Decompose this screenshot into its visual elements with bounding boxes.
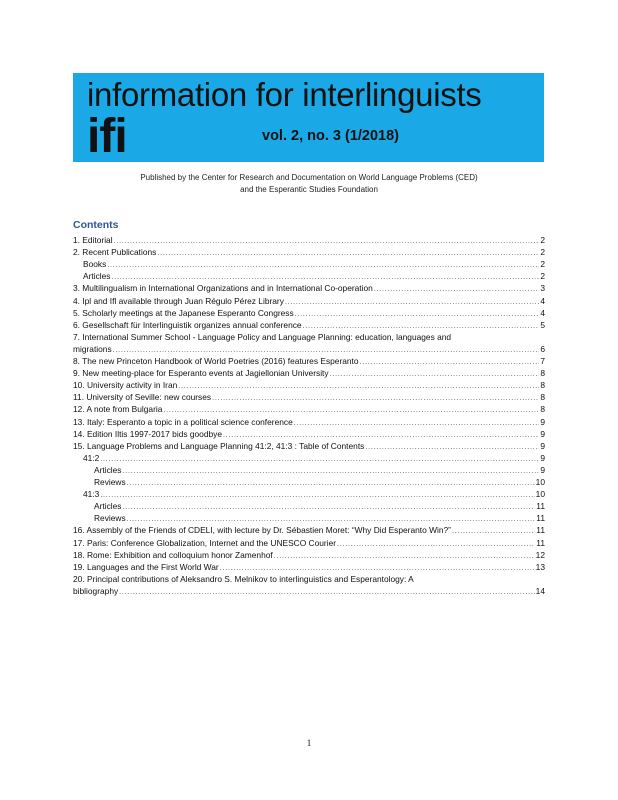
masthead-banner: [73, 73, 544, 162]
toc-page-number: 7: [540, 356, 545, 366]
toc-page-number: 2: [540, 259, 545, 270]
toc-entry-title: 18. Rome: Exhibition and colloquium honor Zamenhof: [73, 549, 273, 560]
toc-page-number: 11: [536, 513, 545, 524]
toc-entry[interactable]: [73, 379, 545, 391]
toc-entry[interactable]: [73, 537, 545, 549]
toc-entry-title: 4. Ipl and Ifl available through Juan Régulo Pérez Library: [73, 295, 284, 306]
toc-entry-title: 19. Languages and the First World War: [73, 561, 219, 572]
toc-entry[interactable]: [83, 452, 545, 464]
toc-page-number: 10: [535, 477, 545, 487]
toc-page-number: 4: [540, 307, 545, 318]
toc-entry-continuation: migrations: [73, 343, 112, 354]
toc-entry-title[interactable]: 7. International Summer School - Language Policy and Language Planning: education, languages and: [73, 331, 452, 342]
toc-entry[interactable]: [73, 307, 545, 319]
toc-entry-title: 12. A note from Bulgaria: [73, 404, 163, 415]
toc-entry-continuation: bibliography: [73, 585, 119, 596]
toc-entry-title[interactable]: 20. Principal contributions of Aleksandro S. Melnikov to interlinguistics and Esperantology: A: [73, 573, 414, 584]
toc-entry[interactable]: [73, 585, 545, 597]
toc-entry[interactable]: [73, 428, 545, 440]
toc-entry-title: Books: [83, 259, 107, 270]
publisher-line-1: Published by the Center for Research and Documentation on World Language Problems (CED): [140, 173, 478, 182]
toc-entry[interactable]: [83, 488, 545, 500]
page-number: 1: [306, 738, 312, 748]
toc-entry[interactable]: [73, 561, 545, 573]
toc-entry-title: 17. Paris: Conference Globalization, Internet and the UNESCO Courier: [73, 537, 337, 548]
toc-entry[interactable]: [73, 282, 545, 294]
toc-page-number: 5: [540, 319, 545, 330]
toc-page-number: 2: [540, 247, 545, 258]
toc-entry[interactable]: [73, 343, 545, 355]
toc-page-number: 12: [535, 549, 545, 560]
toc-page-number: 8: [540, 392, 545, 403]
toc-entry[interactable]: [73, 416, 545, 428]
toc-entry[interactable]: [73, 367, 545, 379]
toc-entry[interactable]: [73, 403, 545, 415]
toc-entry-title: 2. Recent Publications: [73, 247, 157, 258]
toc-entry[interactable]: [73, 234, 545, 246]
toc-entry[interactable]: [83, 258, 545, 270]
toc-entry-title: 14. Edition Iltis 1997-2017 bids goodbye: [73, 428, 222, 439]
toc-page-number: 9: [540, 464, 545, 475]
toc-entry-title: 41:2: [83, 452, 100, 463]
volume-issue: vol. 2, no. 3 (1/2018): [262, 128, 399, 144]
toc-page-number: 3: [540, 283, 545, 294]
toc-entry-title: 15. Language Problems and Language Planning 41:2, 41:3 : Table of Contents: [73, 440, 365, 451]
toc-page-number: 2: [540, 235, 545, 245]
toc-page-number: 11: [536, 501, 545, 512]
toc-entry[interactable]: [73, 319, 545, 331]
toc-page-number: 8: [540, 368, 545, 379]
newsletter-title: information for interlinguists: [87, 76, 482, 113]
toc-entry-title: Articles: [94, 501, 122, 512]
toc-entry-title: 5. Scholarly meetings at the Japanese Esperanto Congress: [73, 307, 294, 318]
contents-heading: Contents: [73, 219, 119, 231]
toc-entry[interactable]: [73, 295, 545, 307]
toc-entry-title: 41:3: [83, 489, 100, 500]
toc-entry[interactable]: [73, 524, 545, 536]
toc-page-number: 8: [540, 380, 545, 391]
toc-page-number: 9: [540, 440, 545, 451]
toc-entry-title: 3. Multilingualism in International Organizations and in International Co-operation: [73, 283, 373, 294]
toc-entry[interactable]: [73, 549, 545, 561]
toc-entry-title: 16. Assembly of the Friends of CDELI, with lecture by Dr. Sébastien Moret: “Why Did Esperanto Win?”: [73, 525, 451, 536]
toc-page-number: 11: [536, 525, 545, 536]
toc-entry[interactable]: [94, 500, 545, 512]
toc-entry-title: 11. University of Seville: new courses: [73, 392, 212, 403]
toc-entry-title: 10. University activity in Iran: [73, 380, 178, 391]
toc-entry-title: Reviews: [94, 477, 126, 487]
toc-entry[interactable]: [73, 440, 545, 452]
toc-page-number: 6: [540, 343, 545, 354]
toc-entry[interactable]: [94, 512, 545, 524]
ifi-logo: ifi: [87, 110, 127, 163]
toc-entry[interactable]: [83, 270, 545, 282]
toc-entry-title: 9. New meeting-place for Esperanto events at Jagiellonian University: [73, 368, 329, 379]
toc-entry-title: Reviews: [94, 513, 126, 524]
toc-page-number: 14: [535, 585, 545, 596]
toc-page-number: 4: [540, 295, 545, 306]
toc-entry-title: Articles: [94, 464, 122, 475]
toc-entry[interactable]: [73, 391, 545, 403]
publisher-line-2: and the Esperantic Studies Foundation: [240, 185, 378, 194]
toc-page-number: 10: [535, 489, 545, 500]
toc-entry[interactable]: [73, 246, 545, 258]
toc-page-number: 11: [536, 537, 545, 548]
toc-entry-title: 6. Gesellschaft für Interlinguistik organizes annual conference: [73, 319, 302, 330]
toc-page-number: 9: [540, 452, 545, 463]
toc-entry[interactable]: [94, 476, 545, 488]
toc-entry[interactable]: [94, 464, 545, 476]
toc-entry-title: 8. The new Princeton Handbook of World Poetries (2016) features Esperanto: [73, 356, 359, 366]
toc-page-number: 9: [540, 428, 545, 439]
toc-page-number: 8: [540, 404, 545, 415]
toc-entry-title: Articles: [83, 271, 111, 282]
toc-page-number: 13: [535, 561, 545, 572]
toc-page-number: 9: [540, 416, 545, 427]
toc-page-number: 2: [540, 271, 545, 282]
dot-leader: [119, 587, 535, 599]
toc-entry[interactable]: [73, 355, 545, 367]
toc-entry-title: 1. Editorial: [73, 235, 113, 245]
toc-entry-title: 13. Italy: Esperanto a topic in a political science conference: [73, 416, 293, 427]
